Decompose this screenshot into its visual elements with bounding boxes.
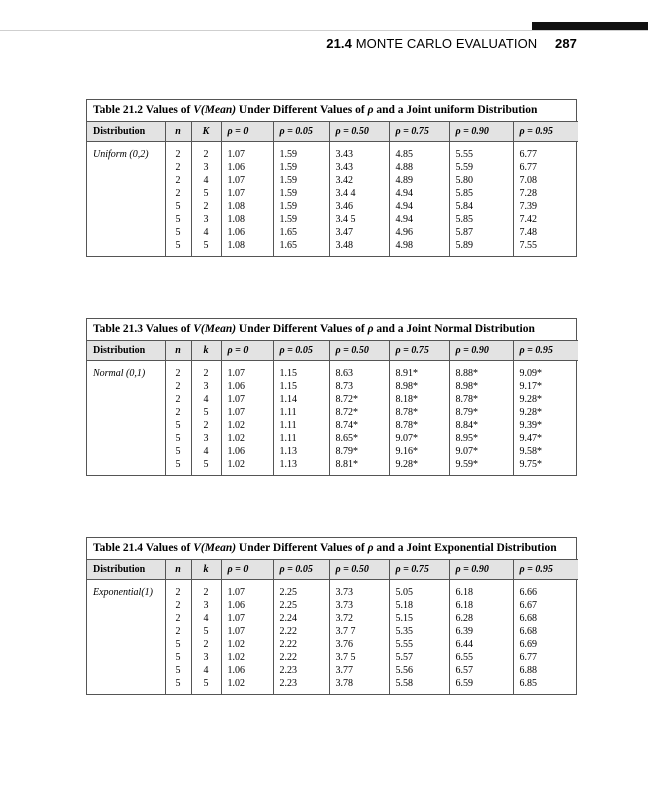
table-cell: 8.95* [449,432,513,445]
distribution-cell [87,625,165,638]
table-cell: 5 [165,226,191,239]
data-table [87,121,578,256]
table-cell: 3 [191,599,221,612]
data-table [87,559,578,694]
column-header: ρ = 0.95 [513,560,578,580]
table-row [87,432,578,445]
table-cell: 1.02 [221,432,273,445]
table-cell: 2.22 [273,638,329,651]
table-row [87,625,578,638]
table-cell: 8.65* [329,432,389,445]
table-cell: 5.05 [389,580,449,600]
distribution-cell [87,612,165,625]
table-cell: 7.55 [513,239,578,256]
table-cell: 4 [191,393,221,406]
table-cell: 2.22 [273,625,329,638]
distribution-cell [87,226,165,239]
table-cell: 2 [191,200,221,213]
table-cell: 1.07 [221,406,273,419]
table-cell: 2 [165,406,191,419]
table-cell: 5 [165,445,191,458]
table-cell: 6.18 [449,580,513,600]
table-cell: 5 [191,239,221,256]
column-header: ρ = 0 [221,122,273,142]
table-cell: 4 [191,445,221,458]
column-header: ρ = 0.75 [389,341,449,361]
table-cell: 3.42 [329,174,389,187]
table-cell: 2 [165,174,191,187]
table-row [87,419,578,432]
table-cell: 6.85 [513,677,578,694]
table-cell: 5.55 [449,142,513,162]
table-cell: 1.59 [273,213,329,226]
distribution-cell [87,638,165,651]
column-header: k [191,560,221,580]
table-cell: 2.25 [273,580,329,600]
table-cell: 6.28 [449,612,513,625]
table-cell: 4.94 [389,200,449,213]
table-cell: 1.13 [273,445,329,458]
table-cell: 9.75* [513,458,578,475]
table-cell: 6.69 [513,638,578,651]
table-cell: 5 [191,625,221,638]
table-row [87,458,578,475]
table-row [87,677,578,694]
table-cell: 6.68 [513,625,578,638]
column-header: ρ = 0.75 [389,560,449,580]
table-cell: 6.44 [449,638,513,651]
table-cell: 4.94 [389,213,449,226]
table-cell: 8.72* [329,393,389,406]
table-cell: 2 [191,580,221,600]
column-header: ρ = 0 [221,341,273,361]
table-cell: 5 [165,651,191,664]
table-cell: 3.46 [329,200,389,213]
table-cell: 3.43 [329,142,389,162]
table-row [87,200,578,213]
table-cell: 5 [165,664,191,677]
table-cell: 6.77 [513,142,578,162]
table-cell: 8.78* [389,406,449,419]
table-row [87,187,578,200]
table-cell: 6.39 [449,625,513,638]
table-cell: 7.28 [513,187,578,200]
table-cell: 5.84 [449,200,513,213]
table-cell: 3 [191,213,221,226]
table-row [87,161,578,174]
table-cell: 7.08 [513,174,578,187]
distribution-cell [87,393,165,406]
table-cell: 8.18* [389,393,449,406]
table-cell: 1.02 [221,677,273,694]
column-header: Distribution [87,560,165,580]
table-cell: 5.85 [449,213,513,226]
distribution-cell [87,380,165,393]
table-cell: 1.65 [273,239,329,256]
table-cell: 5.59 [449,161,513,174]
distribution-cell: Normal (0,1) [93,368,146,379]
table-cell: 3.72 [329,612,389,625]
table-cell: 5 [165,239,191,256]
table-cell: 3.77 [329,664,389,677]
table-cell: 2 [191,361,221,381]
table-row [87,612,578,625]
table-cell: 3.4 4 [329,187,389,200]
table-row [87,651,578,664]
table-cell: 3.7 7 [329,625,389,638]
table-cell: 1.08 [221,239,273,256]
table-cell: 6.57 [449,664,513,677]
distribution-cell [87,406,165,419]
table-row [87,664,578,677]
table-cell: 5 [165,213,191,226]
table-row [87,361,578,381]
table-cell: 1.14 [273,393,329,406]
table-cell: 4 [191,664,221,677]
table-cell: 6.77 [513,651,578,664]
table-cell: 8.72* [329,406,389,419]
table-cell: 1.06 [221,599,273,612]
table-row [87,599,578,612]
table-cell: 1.07 [221,361,273,381]
table-caption: Table 21.4 Values of V(Mean) Under Different Values of ρ and a Joint Exponential Distribution [93,542,557,554]
table-cell: 2 [165,599,191,612]
column-header: ρ = 0.50 [329,341,389,361]
table-cell: 1.07 [221,174,273,187]
distribution-cell [87,161,165,174]
distribution-cell [87,458,165,475]
table-row [87,380,578,393]
distribution-cell [87,432,165,445]
table-cell: 3 [191,161,221,174]
table-cell: 1.08 [221,200,273,213]
table-21-3 [86,318,577,476]
table-cell: 4.88 [389,161,449,174]
table-cell: 2 [165,361,191,381]
table-cell: 6.77 [513,161,578,174]
table-cell: 1.02 [221,419,273,432]
table-cell: 3.73 [329,599,389,612]
table-21-4 [86,537,577,695]
table-cell: 1.59 [273,161,329,174]
table-cell: 6.88 [513,664,578,677]
table-cell: 5 [165,677,191,694]
column-header: ρ = 0.90 [449,122,513,142]
table-cell: 8.73 [329,380,389,393]
table-row [87,445,578,458]
table-cell: 1.06 [221,445,273,458]
table-cell: 8.74* [329,419,389,432]
table-cell: 9.59* [449,458,513,475]
table-cell: 1.59 [273,187,329,200]
table-cell: 7.42 [513,213,578,226]
distribution-cell [87,599,165,612]
section-title: MONTE CARLO EVALUATION [355,36,538,51]
distribution-cell [87,187,165,200]
table-cell: 2 [191,419,221,432]
table-cell: 8.78* [389,419,449,432]
table-caption: Table 21.2 Values of V(Mean) Under Different Values of ρ and a Joint uniform Distribution [93,104,538,116]
table-cell: 8.81* [329,458,389,475]
table-cell: 9.17* [513,380,578,393]
table-cell: 5 [191,406,221,419]
column-header: ρ = 0.05 [273,341,329,361]
table-cell: 2.25 [273,599,329,612]
table-cell: 2 [191,142,221,162]
distribution-cell [87,200,165,213]
column-header: ρ = 0.90 [449,341,513,361]
table-cell: 6.18 [449,599,513,612]
table-cell: 1.13 [273,458,329,475]
table-cell: 5 [165,419,191,432]
table-cell: 3 [191,380,221,393]
distribution-cell [87,677,165,694]
table-cell: 9.07* [389,432,449,445]
table-row [87,580,578,600]
table-cell: 5 [165,432,191,445]
table-cell: 9.28* [389,458,449,475]
table-cell: 6.68 [513,612,578,625]
column-header: ρ = 0.05 [273,122,329,142]
table-cell: 9.58* [513,445,578,458]
table-cell: 8.98* [389,380,449,393]
table-cell: 2 [165,625,191,638]
column-header: n [165,341,191,361]
table-cell: 1.02 [221,458,273,475]
table-cell: 1.59 [273,200,329,213]
column-header: ρ = 0.95 [513,122,578,142]
table-cell: 1.65 [273,226,329,239]
table-cell: 5 [191,677,221,694]
column-header: ρ = 0.75 [389,122,449,142]
table-cell: 1.07 [221,393,273,406]
distribution-cell: Uniform (0,2) [93,149,149,160]
table-cell: 9.28* [513,406,578,419]
page-number: 287 [555,36,577,51]
table-row [87,406,578,419]
table-cell: 5 [165,458,191,475]
distribution-cell [87,213,165,226]
table-cell: 1.11 [273,432,329,445]
column-header: ρ = 0.05 [273,560,329,580]
table-cell: 3.7 5 [329,651,389,664]
table-cell: 2 [165,393,191,406]
running-head [0,36,577,51]
table-cell: 5.85 [449,187,513,200]
table-cell: 8.98* [449,380,513,393]
table-cell: 8.78* [449,393,513,406]
column-header: ρ = 0.95 [513,341,578,361]
table-cell: 5.57 [389,651,449,664]
distribution-cell [87,419,165,432]
table-cell: 8.79* [329,445,389,458]
table-cell: 1.08 [221,213,273,226]
column-header: Distribution [87,341,165,361]
table-cell: 8.79* [449,406,513,419]
table-cell: 9.07* [449,445,513,458]
table-cell: 4.94 [389,187,449,200]
table-cell: 9.16* [389,445,449,458]
table-cell: 2 [165,380,191,393]
table-cell: 1.06 [221,161,273,174]
table-cell: 2 [165,161,191,174]
table-cell: 8.63 [329,361,389,381]
section-number: 21.4 [326,36,352,51]
table-cell: 7.39 [513,200,578,213]
column-header: ρ = 0.90 [449,560,513,580]
table-cell: 1.02 [221,651,273,664]
table-row [87,226,578,239]
table-cell: 8.84* [449,419,513,432]
table-row [87,174,578,187]
table-cell: 1.07 [221,580,273,600]
table-cell: 1.11 [273,419,329,432]
distribution-cell [87,239,165,256]
table-cell: 4.96 [389,226,449,239]
table-cell: 2.23 [273,664,329,677]
table-cell: 5.89 [449,239,513,256]
table-row [87,638,578,651]
table-cell: 1.06 [221,664,273,677]
table-cell: 2 [165,187,191,200]
table-caption: Table 21.3 Values of V(Mean) Under Different Values of ρ and a Joint Normal Distribution [93,323,535,335]
table-cell: 7.48 [513,226,578,239]
column-header: n [165,122,191,142]
table-cell: 1.15 [273,361,329,381]
table-cell: 3.76 [329,638,389,651]
table-cell: 2 [165,580,191,600]
table-21-2 [86,99,577,257]
table-cell: 3 [191,432,221,445]
table-cell: 4.89 [389,174,449,187]
table-cell: 6.55 [449,651,513,664]
table-cell: 5.35 [389,625,449,638]
distribution-cell: Exponential(1) [93,587,153,598]
table-cell: 3.48 [329,239,389,256]
table-cell: 5.58 [389,677,449,694]
table-cell: 5.18 [389,599,449,612]
table-cell: 9.09* [513,361,578,381]
table-cell: 3.78 [329,677,389,694]
column-header: K [191,122,221,142]
table-cell: 1.06 [221,380,273,393]
distribution-cell [87,174,165,187]
table-cell: 2 [191,638,221,651]
table-cell: 3.4 5 [329,213,389,226]
table-cell: 5.55 [389,638,449,651]
table-row [87,239,578,256]
table-cell: 1.07 [221,612,273,625]
table-cell: 3.43 [329,161,389,174]
table-cell: 5 [165,200,191,213]
distribution-cell [87,651,165,664]
table-cell: 5.87 [449,226,513,239]
table-cell: 8.91* [389,361,449,381]
table-row [87,213,578,226]
table-cell: 5 [191,187,221,200]
table-cell: 4.98 [389,239,449,256]
table-cell: 4 [191,612,221,625]
table-cell: 6.59 [449,677,513,694]
data-table [87,340,578,475]
table-cell: 6.66 [513,580,578,600]
table-cell: 3 [191,651,221,664]
table-cell: 5 [165,638,191,651]
table-cell: 9.47* [513,432,578,445]
table-cell: 4 [191,174,221,187]
table-cell: 2 [165,612,191,625]
table-cell: 1.06 [221,226,273,239]
table-cell: 1.07 [221,625,273,638]
table-cell: 9.28* [513,393,578,406]
column-header: Distribution [87,122,165,142]
table-cell: 6.67 [513,599,578,612]
table-cell: 3.47 [329,226,389,239]
column-header: n [165,560,191,580]
table-row [87,393,578,406]
table-cell: 5 [191,458,221,475]
table-cell: 1.02 [221,638,273,651]
table-cell: 2 [165,142,191,162]
distribution-cell [87,445,165,458]
table-cell: 2.22 [273,651,329,664]
header-rule [0,30,648,31]
table-cell: 1.07 [221,187,273,200]
table-cell: 1.07 [221,142,273,162]
table-cell: 1.11 [273,406,329,419]
table-cell: 5.56 [389,664,449,677]
table-cell: 3.73 [329,580,389,600]
table-cell: 1.59 [273,174,329,187]
column-header: ρ = 0 [221,560,273,580]
column-header: ρ = 0.50 [329,560,389,580]
table-row [87,142,578,162]
column-header: ρ = 0.50 [329,122,389,142]
table-cell: 2.24 [273,612,329,625]
column-header: k [191,341,221,361]
table-cell: 9.39* [513,419,578,432]
table-cell: 4.85 [389,142,449,162]
table-cell: 2.23 [273,677,329,694]
table-cell: 5.80 [449,174,513,187]
table-cell: 5.15 [389,612,449,625]
table-cell: 1.59 [273,142,329,162]
table-cell: 4 [191,226,221,239]
table-cell: 1.15 [273,380,329,393]
distribution-cell [87,664,165,677]
table-cell: 8.88* [449,361,513,381]
